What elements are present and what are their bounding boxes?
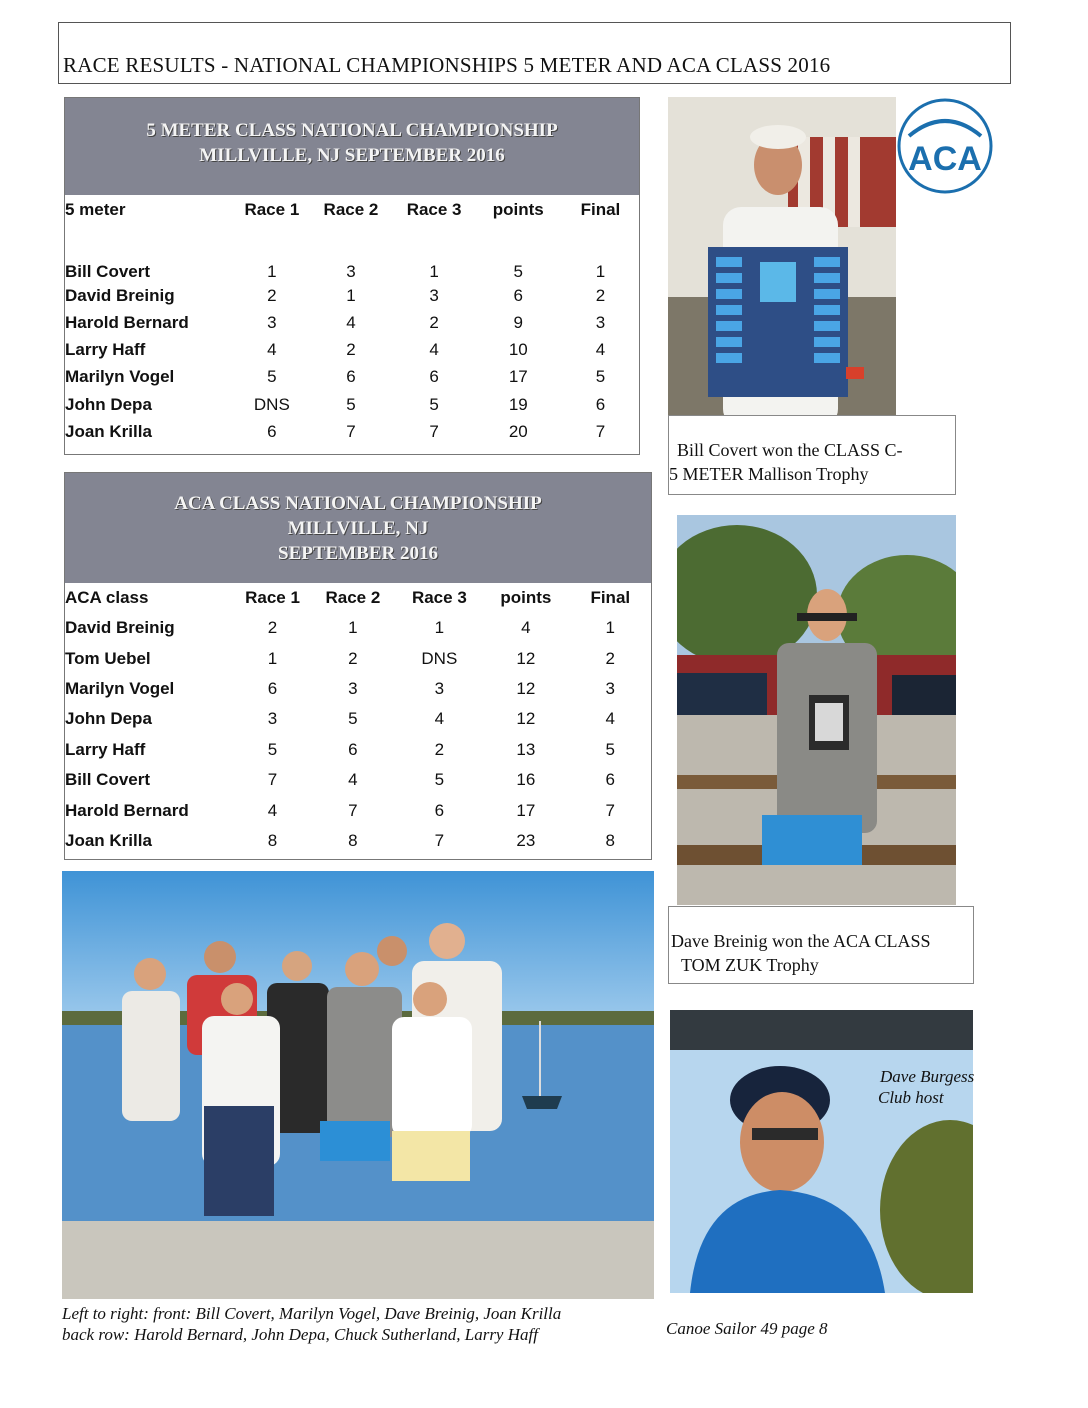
result-cell: 7 — [346, 421, 356, 441]
result-cell: 23 — [516, 830, 536, 850]
result-cell: 3 — [605, 678, 616, 698]
column-header: 5 meter — [65, 200, 126, 219]
result-cell: 6 — [429, 367, 439, 387]
header-row — [65, 195, 639, 225]
result-cell: DNS — [421, 648, 458, 668]
table-row — [65, 282, 639, 309]
result-cell: 4 — [267, 800, 278, 820]
result-cell: 8 — [605, 830, 616, 850]
bill-caption-line2: 5 METER Mallison Trophy — [669, 464, 869, 484]
result-cell: 2 — [605, 648, 616, 668]
sailor-name: Harold Bernard — [65, 312, 189, 332]
bill-caption-line1: Bill Covert won the CLASS C- — [677, 440, 903, 460]
column-header: points — [500, 588, 552, 607]
result-cell: 7 — [348, 800, 358, 820]
result-cell: 4 — [605, 709, 616, 729]
result-cell: 17 — [508, 367, 528, 387]
result-cell: 12 — [516, 709, 536, 729]
dave-caption-line1: Dave Breinig won the ACA CLASS — [671, 931, 931, 951]
dave-breinig-caption — [668, 906, 974, 984]
sailor-name: David Breinig — [65, 618, 175, 638]
aca-title-line3: SEPTEMBER 2016 — [278, 543, 438, 564]
bill-covert-photo-art — [668, 97, 896, 427]
dave-breinig-photo — [677, 515, 956, 905]
group-caption-line1: Left to right: front: Bill Covert, Marilyn Vogel, Dave Breinig, Joan Krilla — [62, 1304, 562, 1323]
table-row — [65, 795, 651, 825]
table-row — [65, 309, 639, 336]
result-cell: 1 — [348, 618, 358, 638]
result-cell: 5 — [346, 394, 356, 414]
result-cell: 4 — [346, 312, 356, 332]
result-cell: 6 — [346, 367, 356, 387]
dave-burgess-photo — [670, 1010, 973, 1293]
column-header: Final — [580, 200, 621, 219]
result-cell: 6 — [267, 678, 278, 698]
result-cell: 13 — [516, 739, 536, 759]
result-cell: 1 — [267, 262, 277, 282]
column-header: Race 1 — [244, 200, 300, 219]
table-row — [65, 391, 639, 418]
result-cell: 3 — [434, 678, 445, 698]
table-row — [65, 643, 651, 673]
column-header: ACA class — [65, 588, 149, 607]
result-cell: 6 — [513, 285, 523, 305]
host-caption — [880, 1066, 990, 1108]
sailor-name: Bill Covert — [65, 770, 151, 790]
five-meter-results — [64, 97, 640, 455]
result-cell: 5 — [595, 367, 606, 387]
bill-covert-caption — [668, 415, 956, 495]
host-caption-line1: Dave Burgess — [880, 1067, 975, 1086]
column-header: points — [492, 200, 544, 219]
result-cell: 2 — [348, 648, 358, 668]
five-meter-title — [65, 98, 639, 195]
sailor-name: David Breinig — [65, 285, 175, 305]
page-header — [58, 22, 1011, 84]
result-cell: 3 — [267, 312, 277, 332]
result-cell: 20 — [508, 421, 528, 441]
group-caption — [62, 1303, 662, 1345]
result-cell: 1 — [605, 618, 616, 638]
result-cell: 1 — [434, 618, 445, 638]
column-header: Race 2 — [325, 588, 381, 607]
five-meter-table — [65, 195, 639, 445]
aca-results — [64, 472, 652, 860]
result-cell: 7 — [434, 830, 445, 850]
group-photo-art — [62, 871, 654, 1299]
sailor-name: Tom Uebel — [65, 648, 151, 668]
table-row — [65, 418, 639, 445]
sailor-name: Joan Krilla — [65, 421, 152, 441]
table-row — [65, 225, 639, 282]
result-cell: 6 — [348, 739, 358, 759]
result-cell: 7 — [605, 800, 616, 820]
table-row — [65, 364, 639, 391]
dave-burgess-photo-art — [670, 1010, 973, 1293]
page-title: RACE RESULTS - NATIONAL CHAMPIONSHIPS 5 METER AND ACA CLASS 2016 — [63, 53, 831, 77]
column-header: Race 2 — [323, 200, 379, 219]
result-cell: 9 — [513, 312, 523, 332]
sailor-name: John Depa — [65, 709, 152, 729]
column-header: Final — [590, 588, 631, 607]
result-cell: 1 — [267, 648, 278, 668]
result-cell: 1 — [429, 262, 439, 282]
result-cell: 10 — [508, 340, 528, 360]
dave-caption-line2: TOM ZUK Trophy — [681, 955, 819, 975]
group-photo — [62, 871, 654, 1299]
group-caption-line2: back row: Harold Bernard, John Depa, Chuck Sutherland, Larry Haff — [62, 1325, 538, 1344]
result-cell: 5 — [267, 739, 278, 759]
result-cell: 5 — [267, 367, 277, 387]
aca-title-line1: ACA CLASS NATIONAL CHAMPIONSHIP — [174, 493, 542, 514]
result-cell: DNS — [253, 394, 290, 414]
result-cell: 7 — [595, 421, 606, 441]
sailor-name: John Depa — [65, 394, 152, 414]
sailor-name: Joan Krilla — [65, 830, 152, 850]
column-header: Race 3 — [406, 200, 462, 219]
result-cell: 2 — [267, 618, 278, 638]
result-cell: 3 — [595, 312, 606, 332]
result-cell: 4 — [348, 770, 358, 790]
result-cell: 8 — [348, 830, 358, 850]
result-cell: 6 — [267, 421, 277, 441]
sailor-name: Harold Bernard — [65, 800, 189, 820]
bill-covert-photo — [668, 97, 896, 427]
result-cell: 3 — [429, 285, 439, 305]
result-cell: 4 — [429, 340, 439, 360]
sailor-name: Marilyn Vogel — [65, 678, 175, 698]
result-cell: 1 — [346, 285, 356, 305]
result-cell: 2 — [429, 312, 439, 332]
result-cell: 2 — [346, 340, 356, 360]
result-cell: 7 — [267, 770, 278, 790]
table-row — [65, 765, 651, 795]
aca-title — [65, 473, 651, 583]
result-cell: 5 — [605, 739, 616, 759]
result-cell: 5 — [434, 770, 445, 790]
result-cell: 12 — [516, 678, 536, 698]
sailor-name: Larry Haff — [65, 340, 146, 360]
column-header: Race 3 — [411, 588, 467, 607]
result-cell: 6 — [434, 800, 445, 820]
aca-logo — [895, 98, 995, 203]
table-row — [65, 337, 639, 364]
result-cell: 12 — [516, 648, 536, 668]
result-cell: 2 — [434, 739, 445, 759]
header-row — [65, 583, 651, 613]
aca-title-line2: MILLVILLE, NJ — [287, 518, 429, 539]
page-footer: Canoe Sailor 49 page 8 — [666, 1319, 828, 1338]
result-cell: 6 — [605, 770, 616, 790]
aca-logo-text: ACA — [908, 140, 982, 178]
column-header: Race 1 — [245, 588, 300, 607]
result-cell: 4 — [267, 340, 277, 360]
result-cell: 2 — [267, 285, 277, 305]
result-cell: 3 — [267, 709, 278, 729]
result-cell: 7 — [429, 421, 439, 441]
dave-breinig-photo-art — [677, 515, 956, 905]
result-cell: 3 — [348, 678, 358, 698]
result-cell: 19 — [508, 394, 528, 414]
result-cell: 1 — [595, 262, 606, 282]
result-cell: 16 — [516, 770, 536, 790]
result-cell: 8 — [267, 830, 278, 850]
sailor-name: Marilyn Vogel — [65, 367, 175, 387]
result-cell: 4 — [521, 618, 531, 638]
host-caption-line2: Club host — [878, 1088, 944, 1107]
five-meter-title-line2: MILLVILLE, NJ SEPTEMBER 2016 — [199, 145, 505, 166]
result-cell: 5 — [348, 709, 358, 729]
aca-table — [65, 583, 651, 856]
result-cell: 3 — [346, 262, 356, 282]
result-cell: 5 — [513, 262, 523, 282]
result-cell: 4 — [595, 340, 606, 360]
result-cell: 5 — [429, 394, 439, 414]
table-row — [65, 674, 651, 704]
table-row — [65, 613, 651, 643]
sailor-name: Larry Haff — [65, 739, 146, 759]
table-row — [65, 704, 651, 734]
result-cell: 2 — [595, 285, 606, 305]
table-row — [65, 735, 651, 765]
result-cell: 17 — [516, 800, 536, 820]
five-meter-title-line1: 5 METER CLASS NATIONAL CHAMPIONSHIP — [146, 120, 558, 141]
result-cell: 6 — [595, 394, 606, 414]
sailor-name: Bill Covert — [65, 262, 151, 282]
result-cell: 4 — [434, 709, 445, 729]
table-row — [65, 826, 651, 856]
